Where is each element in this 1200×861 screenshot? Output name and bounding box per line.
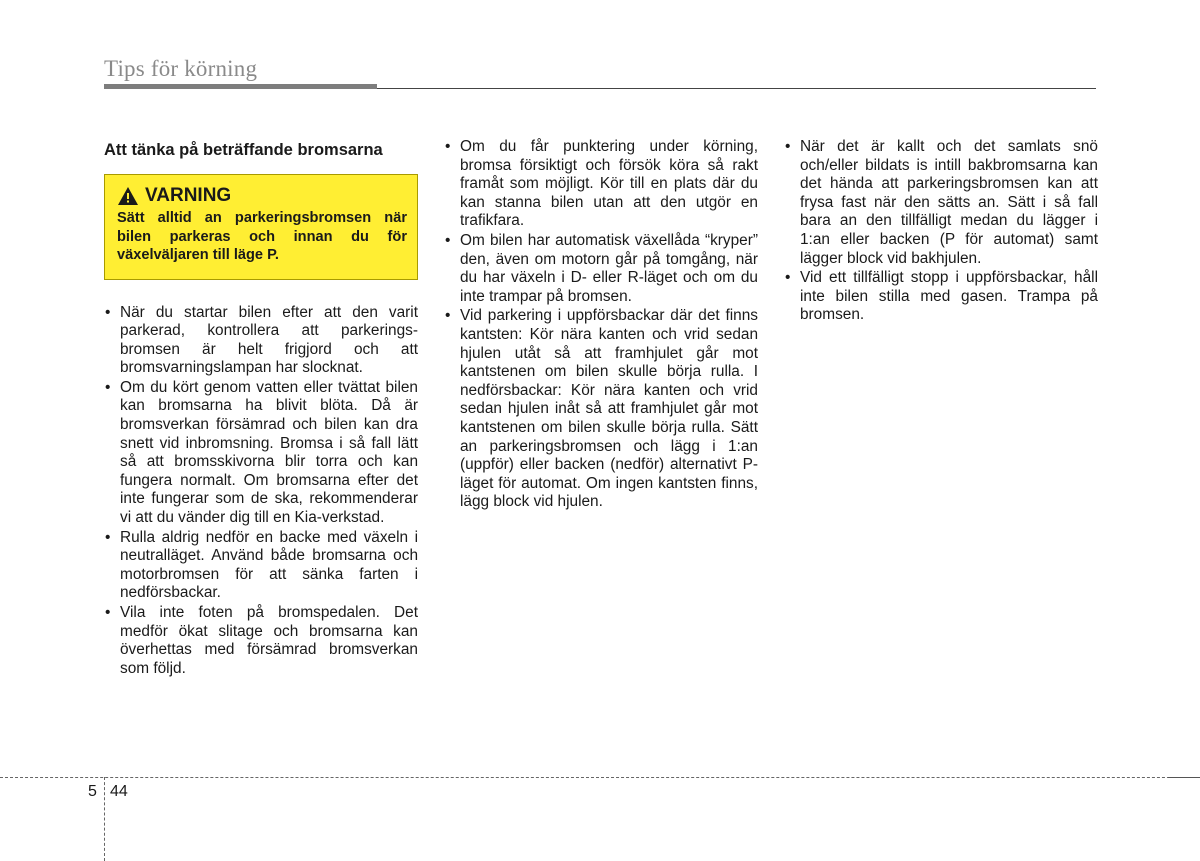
footer-divider bbox=[0, 777, 1200, 778]
column-2 bbox=[444, 138, 758, 513]
bullet-list-col1 bbox=[104, 304, 418, 679]
chapter-number: 5 bbox=[88, 783, 97, 800]
list-item: • När det är kallt och det samlats snö och/eller bildats is intill bakbromsarna kan det hända att parkeringsbromsen kan att frysa fast när den sätts an. Sätt i så fall bara an den tillfälligt medan du lägger i 1:an eller backen (P för automat) samt lägger block vid bakhjulen. bbox=[784, 138, 1098, 268]
list-item: • När du startar bilen efter att den varit parkerad, kontrollera att parkeringsbromsen är helt frigjord och att bromsvarningslampan har slocknat. bbox=[104, 304, 418, 378]
bullet-list-col3 bbox=[784, 138, 1098, 325]
page-header-title: Tips för körning bbox=[104, 56, 258, 81]
column-3 bbox=[784, 138, 1098, 326]
warning-triangle-icon bbox=[117, 186, 139, 206]
warning-title: VARNING bbox=[145, 185, 232, 206]
footer-vertical-divider bbox=[104, 777, 105, 861]
header-rule-accent bbox=[104, 84, 377, 89]
list-item: • Vid ett tillfälligt stopp i uppförsbackar, håll inte bilen stilla med gasen. Trampa på bromsen. bbox=[784, 269, 1098, 325]
footer-divider-end bbox=[1168, 777, 1200, 778]
page-number: 44 bbox=[110, 783, 128, 800]
list-item: • Om bilen har automatisk växellåda “kryper” den, även om motorn går på tomgång, när du har växeln i D- eller R-läget och om du inte trampar på bromsen. bbox=[444, 232, 758, 306]
header-rule bbox=[377, 88, 1096, 89]
bullet-list-col2 bbox=[444, 138, 758, 512]
section-heading: Att tänka på beträffande bromsarna bbox=[104, 141, 383, 159]
warning-text: Sätt alltid an parkeringsbromsen när bilen parkeras och innan du för växelväljaren till läge P. bbox=[117, 210, 407, 263]
column-1 bbox=[104, 140, 418, 679]
list-item: • Rulla aldrig nedför en backe med växeln i neutralläget. Använd både bromsarna och motorbromsen för att sänka farten i nedförsbackar. bbox=[104, 529, 418, 603]
warning-box bbox=[104, 174, 418, 280]
list-item: • Vid parkering i uppförsbackar där det finns kantsten: Kör nära kanten och vrid sedan hjulen utåt så att framhjulet går mot kantstenen om bilen skulle börja rulla. I nedförsbackar: Kör nära kanten och vrid sedan hjulen inåt så att framhjulet går mot kantstenen om bilen skulle börja rulla. Sätt an parkeringsbromsen och lägg i 1:an (uppför) eller backen (nedför) alternativt P-läget för automat. Om ingen kantsten finns, lägg block vid hjulen. bbox=[444, 307, 758, 512]
list-item: • Om du kört genom vatten eller tvättat bilen kan bromsarna ha blivit blöta. Då är bromsverkan försämrad och bilen kan dra snett vid inbromsning. Bromsa i så fall lätt så att bromsskivorna blir torra och kan fungera normalt. Om bromsarna efter det inte fungerar som de ska, rekommenderar vi att du vänder dig till en Kia-verkstad. bbox=[104, 379, 418, 528]
list-item: • Vila inte foten på bromspedalen. Det medför ökat slitage och bromsarna kan överhettas med försämrad bromsverkan som följd. bbox=[104, 604, 418, 678]
warning-title-row bbox=[117, 185, 407, 207]
list-item: • Om du får punktering under körning, bromsa försiktigt och försök köra så rakt framåt som möjligt. Kör till en plats där du kan stanna bilen utan att den utgör en trafikfara. bbox=[444, 138, 758, 231]
